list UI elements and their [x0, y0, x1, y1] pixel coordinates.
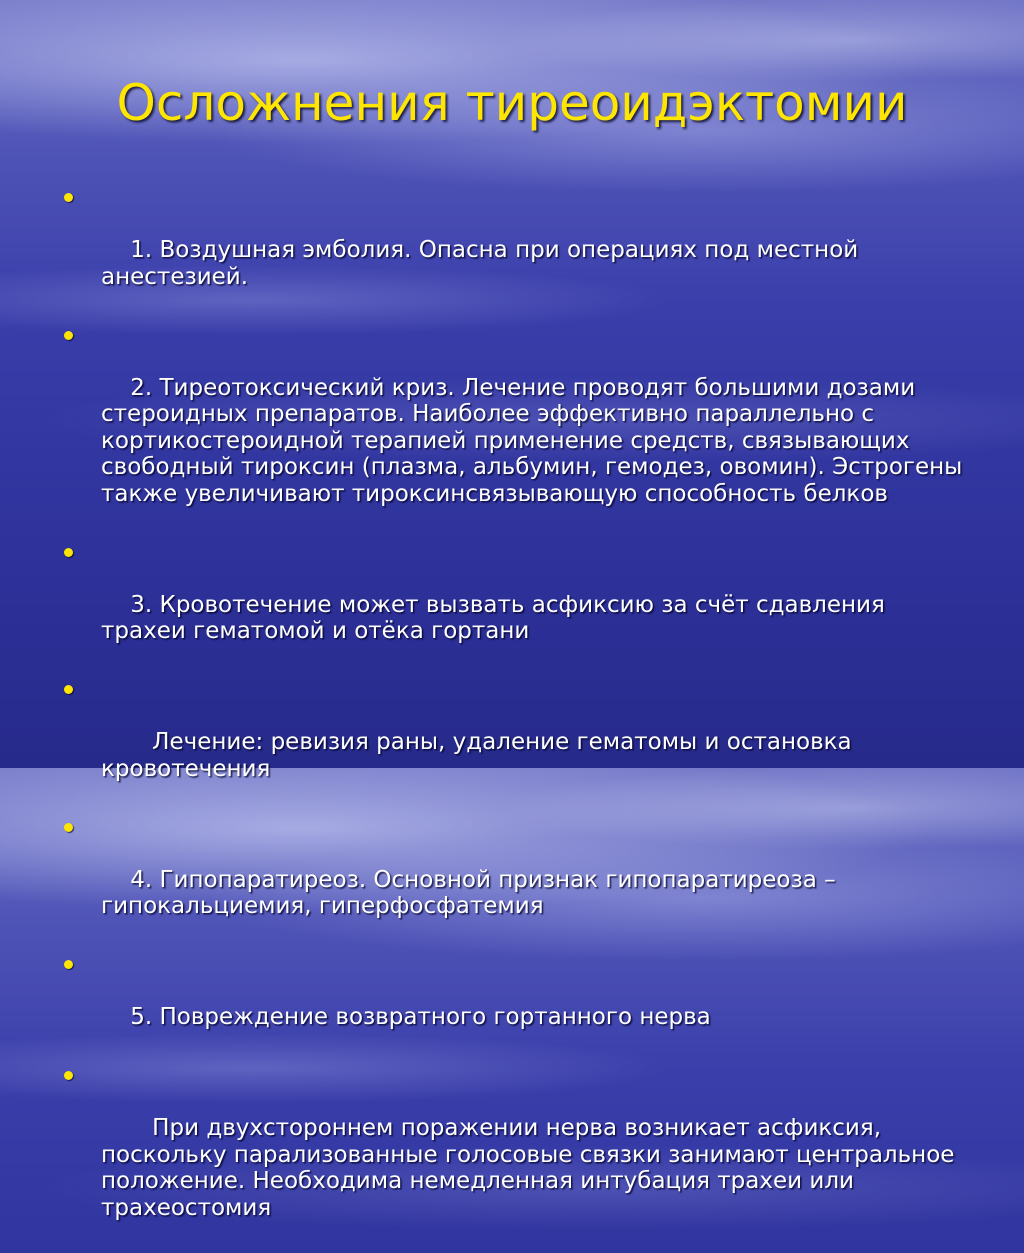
bullet-dot-icon [64, 685, 73, 694]
bullet-text: Лечение: ревизия раны, удаление гематомы и остановка кровотечения [101, 729, 859, 782]
bullet-dot-icon [64, 1071, 73, 1080]
bullet-item-6 [64, 951, 976, 1057]
bullet-item-7 [64, 1062, 976, 1248]
bullet-dot-icon [64, 548, 73, 557]
bullet-text: 3. Кровотечение может вызвать асфиксию за счёт сдавления трахеи гематомой и отёка гортани [101, 591, 893, 644]
bullet-dot-icon [64, 193, 73, 202]
slide-title: Осложнения тиреоидэктомии [116, 74, 908, 132]
bullet-dot-icon [64, 331, 73, 340]
bullet-text: 2. Тиреотоксический криз. Лечение проводят большими дозами стероидных препаратов. Наиболее эффективно параллельно с кортикостероидной терапией применение средств, связывающих свободный тироксин (плазма, альбумин, гемодез, овомин). Эстрогены также увеличивают тироксинсвязывающую способность белков [101, 374, 970, 507]
bullet-list [64, 184, 976, 1253]
bullet-item-3 [64, 539, 976, 672]
bullet-item-1 [64, 184, 976, 317]
bullet-dot-icon [64, 960, 73, 969]
bullet-text: 5. Повреждение возвратного гортанного нерва [130, 1004, 711, 1030]
bullet-item-4 [64, 676, 976, 809]
bullet-text: 1. Воздушная эмболия. Опасна при операциях под местной анестезией. [101, 237, 866, 290]
bullet-dot-icon [64, 823, 73, 832]
bullet-text: 4. Гипопаратиреоз. Основной признак гипопаратиреоза – гипокальциемия, гиперфосфатемия [101, 866, 843, 919]
bullet-item-2 [64, 322, 976, 534]
bullet-text: При двухстороннем поражении нерва возникает асфиксия, поскольку парализованные голосовые связки занимают центральное положение. Необходима немедленная интубация трахеи или трахеостомия [101, 1115, 962, 1221]
bullet-item-5 [64, 814, 976, 947]
